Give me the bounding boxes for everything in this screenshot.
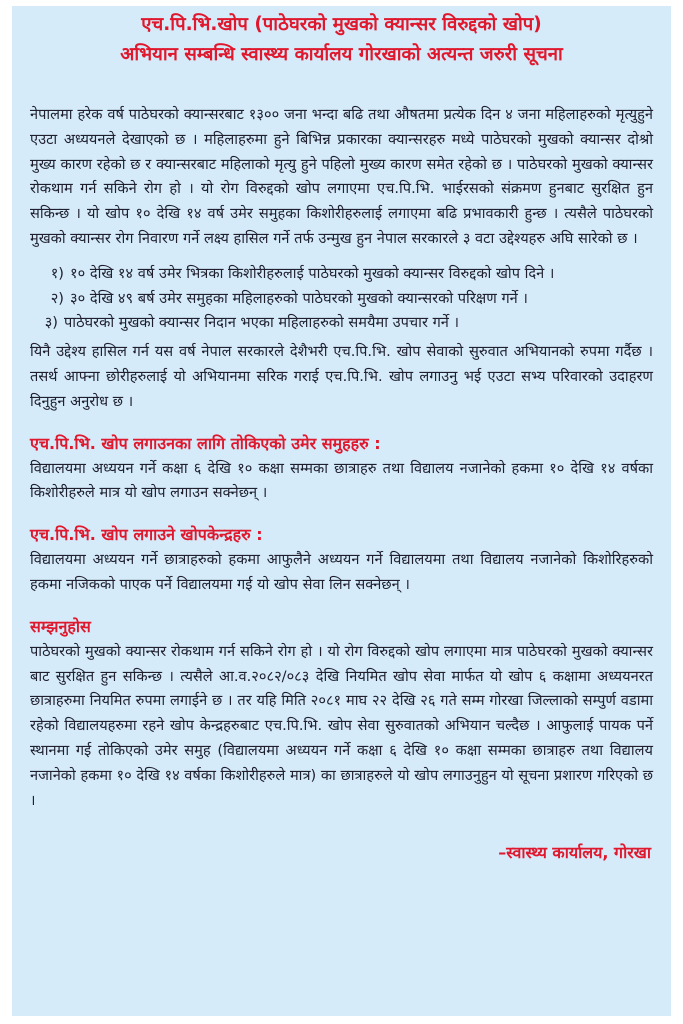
age-group-paragraph: विद्यालयमा अध्ययन गर्ने कक्षा ६ देखि १० कक्षा सम्मका छात्राहरु तथा विद्यालय नजानेको हकमा १० देखि १४ वर्षका किशोरीहरुले मात्र यो खोप लगाउन सक्नेछन् । (30, 459, 653, 502)
objective-text: १० देखि १४ वर्ष उमेर भित्रका किशोरीहरुलाई पाठेघरको मुखको क्यान्सर विरुद्दको खोप दिने । (70, 264, 555, 282)
notice-title-line-2: अभियान सम्बन्धि स्वास्थ्य कार्यालय गोरखाको अत्यन्त जरुरी सूचना (120, 44, 563, 65)
age-group-heading: एच.पि.भि. खोप लगाउनका लागि तोकिएको उमेर समुहहरु : (30, 433, 381, 453)
signature: –स्वास्थ्य कार्यालय, गोरखा (498, 843, 651, 863)
objective-item (30, 262, 653, 287)
objective-number: २) (50, 289, 64, 307)
objective-text: ३० देखि ४९ बर्ष उमेर समुहका महिलाहरुको पाठेघरको मुखको क्यान्सरको परिक्षण गर्ने । (70, 289, 528, 307)
objectives-list (30, 262, 653, 336)
remember-paragraph: पाठेघरको मुखको क्यान्सर रोकथाम गर्न सकिने रोग हो । यो रोग विरुद्दको खोप लगाएमा मात्र पाठेघरको मुखको क्यान्सर बाट सुरक्षित हुन सकिन्छ । त्यसैले आ.व.२०८२/०८३ देखि नियमित खोप सेवा मार्फत यो खोप ६ कक्षामा अध्ययनरत छात्राहरुमा नियमित रुपमा लगाईने छ । तर यहि मिति २०८१ माघ २२ देखि २६ गते सम्म गोरखा जिल्लाको सम्पुर्ण वडामा रहेको विद्यालयहरुमा रहने खोप केन्द्रहरुबाट एच.पि.भि. खोप सेवा सुरुवातको अभियान चल्दैछ । आफुलाई पायक पर्ने स्थानमा गई तोकिएको उमेर समुह (विद्यालयमा अध्ययन गर्ने कक्षा ६ देखि १० कक्षा सम्मका छात्राहरु तथा विद्यालय नजानेको हकमा १० देखि १४ वर्षका किशोरीहरुले मात्र) का छात्राहरुले यो खोप लगाउनुहुन यो सूचना प्रशारण गरिएको छ । (30, 642, 653, 809)
notice-page (12, 6, 671, 1016)
objective-item (30, 311, 653, 336)
vaccine-center-heading: एच.पि.भि. खोप लगाउने खोपकेन्द्रहरु : (30, 525, 263, 545)
vaccine-center-paragraph: विद्यालयमा अध्ययन गर्ने छात्राहरुको हकमा आफुलैने अध्ययन गर्ने विद्यालयमा तथा विद्यालय नजानेको किशोरिहरुको हकमा नजिकको पाएक पर्ने विद्यालयमा गई यो खोप सेवा लिन सक्नेछन् । (30, 551, 653, 593)
notice-title-line-1: एच.पि.भि.खोप (पाठेघरको मुखको क्यान्सर विरुद्दको खोप) (141, 14, 542, 35)
remember-heading: सम्झनुहोस (30, 616, 91, 636)
objective-number: १) (50, 264, 64, 282)
intro-paragraph: नेपालमा हरेक वर्ष पाठेघरको क्यान्सरबाट १३०० जना भन्दा बढि तथा औषतमा प्रत्येक दिन ४ जना महिलाहरुको मृत्युहुने एउटा अध्ययनले देखाएको छ । महिलाहरुमा हुने बिभिन्न प्रकारका क्यान्सरहरु मध्ये पाठेघरको मुखको क्यान्सर दोश्रो मुख्य कारण रहेको छ र क्यान्सरबाट महिलाको मृत्यु हुने पहिलो मुख्य कारण समेत रहेको छ । पाठेघरको मुखको क्यान्सर रोकथाम गर्न सकिने रोग हो । यो रोग विरुद्दको खोप लगाएमा एच.पि.भि. भाईरसको संक्रमण हुनबाट सुरक्षित हुन सकिन्छ । यो खोप १० देखि १४ वर्ष उमेर समुहका किशोरीहरुलाई लगाएमा बढि प्रभावकारी हुन्छ । त्यसैले पाठेघरको मुखको क्यान्सर रोग निवारण गर्ने लक्ष्य हासिल गर्ने तर्फ उन्मुख हुन नेपाल सरकारले ३ वटा उद्देश्यहरु अघि सारेको छ । (30, 106, 653, 247)
objective-item (30, 287, 653, 312)
objective-number: ३) (44, 314, 58, 332)
objective-text: पाठेघरको मुखको क्यान्सर निदान भएका महिलाहरुको समयैमा उपचार गर्ने । (64, 314, 460, 332)
followup-paragraph: यिनै उद्देश्य हासिल गर्न यस वर्ष नेपाल सरकारले देशैभरी एच.पि.भि. खोप सेवाको सुरुवात अभियानको रुपमा गर्दैछ । तसर्थ आफ्ना छोरीहरुलाई यो अभियानमा सरिक गराई एच.पि.भि. खोप लगाउनु भई एउटा सभ्य परिवारको उदाहरण दिनुहुन अनुरोध छ । (30, 343, 653, 410)
